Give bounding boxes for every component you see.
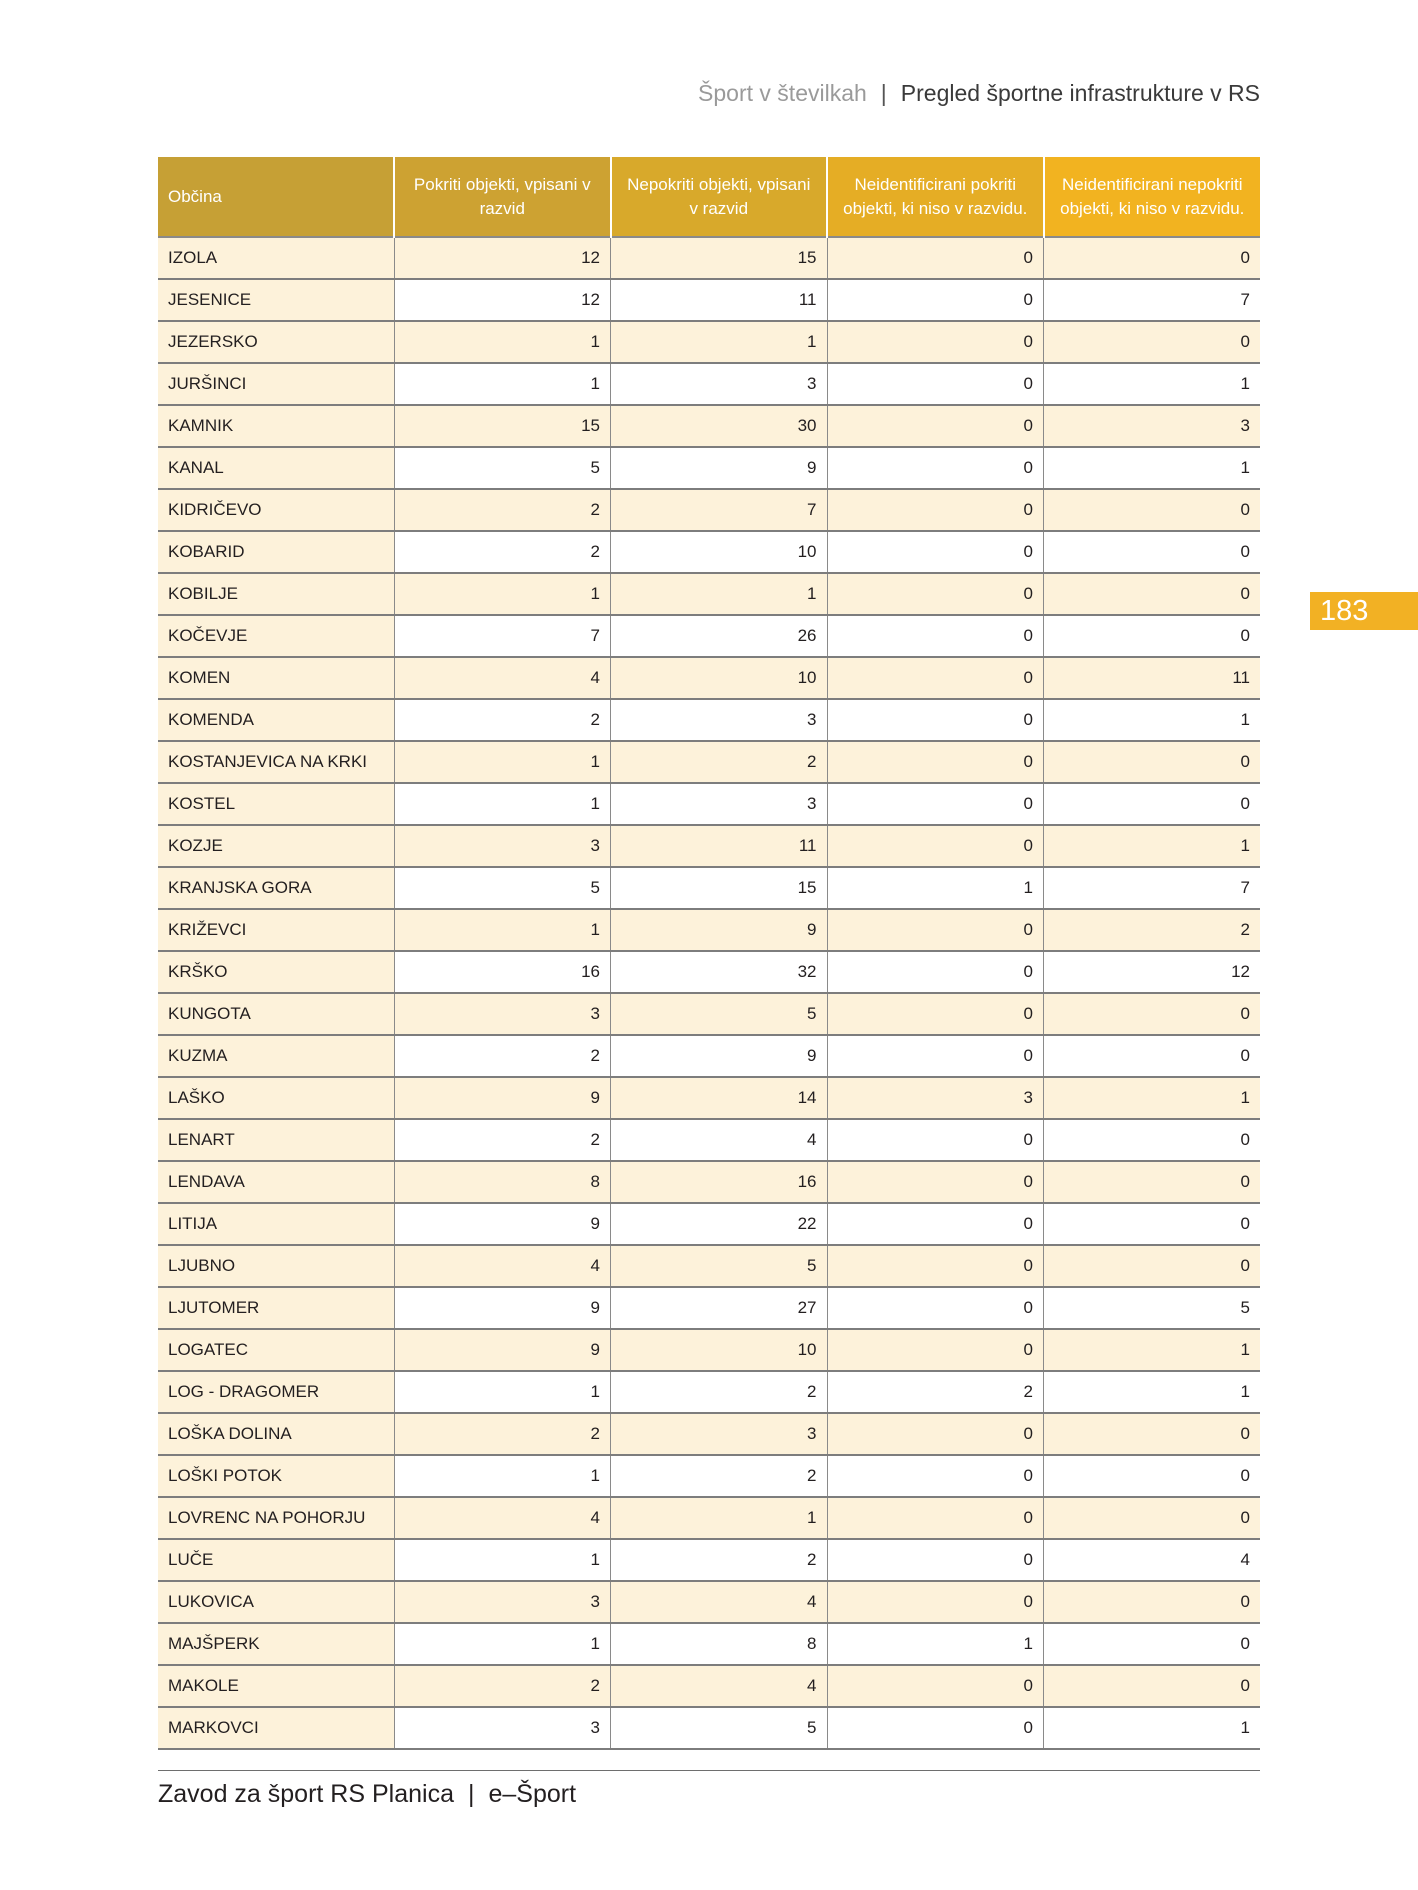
unidentified-covered-cell: 0 <box>827 1707 1044 1749</box>
table-row <box>158 1119 1260 1161</box>
table-row <box>158 405 1260 447</box>
uncovered-registered-cell: 2 <box>611 1371 828 1413</box>
covered-registered-cell: 16 <box>394 951 611 993</box>
unidentified-covered-cell: 2 <box>827 1371 1044 1413</box>
table-row <box>158 615 1260 657</box>
uncovered-registered-cell: 5 <box>611 993 828 1035</box>
unidentified-covered-cell: 0 <box>827 993 1044 1035</box>
table-row <box>158 867 1260 909</box>
table-row <box>158 1413 1260 1455</box>
municipality-cell: MAKOLE <box>158 1665 394 1707</box>
unidentified-covered-cell: 0 <box>827 237 1044 279</box>
uncovered-registered-cell: 2 <box>611 1539 828 1581</box>
unidentified-covered-cell: 0 <box>827 531 1044 573</box>
uncovered-registered-cell: 9 <box>611 1035 828 1077</box>
municipality-cell: LOGATEC <box>158 1329 394 1371</box>
unidentified-uncovered-cell: 1 <box>1044 363 1261 405</box>
unidentified-covered-cell: 1 <box>827 867 1044 909</box>
table-row <box>158 1581 1260 1623</box>
uncovered-registered-cell: 16 <box>611 1161 828 1203</box>
municipality-cell: IZOLA <box>158 237 394 279</box>
unidentified-uncovered-cell: 2 <box>1044 909 1261 951</box>
covered-registered-cell: 3 <box>394 825 611 867</box>
unidentified-covered-cell: 0 <box>827 1413 1044 1455</box>
unidentified-uncovered-cell: 0 <box>1044 573 1261 615</box>
unidentified-covered-cell: 0 <box>827 1161 1044 1203</box>
table-row <box>158 1077 1260 1119</box>
table-row <box>158 573 1260 615</box>
table-row <box>158 741 1260 783</box>
table-row <box>158 279 1260 321</box>
unidentified-covered-cell: 0 <box>827 657 1044 699</box>
unidentified-uncovered-cell: 0 <box>1044 1119 1261 1161</box>
uncovered-registered-cell: 5 <box>611 1245 828 1287</box>
covered-registered-cell: 1 <box>394 1623 611 1665</box>
municipality-cell: LOG - DRAGOMER <box>158 1371 394 1413</box>
municipality-cell: KOBARID <box>158 531 394 573</box>
unidentified-covered-cell: 0 <box>827 1287 1044 1329</box>
covered-registered-cell: 2 <box>394 489 611 531</box>
municipality-cell: KOSTANJEVICA NA KRKI <box>158 741 394 783</box>
uncovered-registered-cell: 3 <box>611 783 828 825</box>
uncovered-registered-cell: 15 <box>611 867 828 909</box>
table-row <box>158 1623 1260 1665</box>
municipality-cell: LUKOVICA <box>158 1581 394 1623</box>
table-row <box>158 1455 1260 1497</box>
table-row <box>158 909 1260 951</box>
uncovered-registered-cell: 4 <box>611 1119 828 1161</box>
unidentified-covered-cell: 0 <box>827 1539 1044 1581</box>
uncovered-registered-cell: 32 <box>611 951 828 993</box>
municipality-cell: MAJŠPERK <box>158 1623 394 1665</box>
unidentified-covered-cell: 0 <box>827 363 1044 405</box>
unidentified-uncovered-cell: 0 <box>1044 1581 1261 1623</box>
footer-separator: | <box>467 1780 475 1808</box>
uncovered-registered-cell: 3 <box>611 699 828 741</box>
unidentified-covered-cell: 0 <box>827 615 1044 657</box>
municipality-cell: KRIŽEVCI <box>158 909 394 951</box>
unidentified-covered-cell: 0 <box>827 1455 1044 1497</box>
covered-registered-cell: 4 <box>394 1497 611 1539</box>
table-row <box>158 237 1260 279</box>
unidentified-covered-cell: 0 <box>827 1245 1044 1287</box>
municipality-cell: LOŠKI POTOK <box>158 1455 394 1497</box>
unidentified-uncovered-cell: 0 <box>1044 1035 1261 1077</box>
unidentified-covered-cell: 0 <box>827 909 1044 951</box>
municipality-cell: JURŠINCI <box>158 363 394 405</box>
municipality-cell: JESENICE <box>158 279 394 321</box>
covered-registered-cell: 12 <box>394 279 611 321</box>
unidentified-uncovered-cell: 0 <box>1044 531 1261 573</box>
covered-registered-cell: 9 <box>394 1203 611 1245</box>
column-header-uncovered-registered: Nepokriti objekti, vpisani v razvid <box>611 157 828 237</box>
table-row <box>158 1497 1260 1539</box>
municipality-cell: KOČEVJE <box>158 615 394 657</box>
uncovered-registered-cell: 30 <box>611 405 828 447</box>
unidentified-uncovered-cell: 3 <box>1044 405 1261 447</box>
unidentified-covered-cell: 0 <box>827 573 1044 615</box>
column-header-covered-registered: Pokriti objekti, vpisani v razvid <box>394 157 611 237</box>
covered-registered-cell: 12 <box>394 237 611 279</box>
uncovered-registered-cell: 1 <box>611 1497 828 1539</box>
page-footer <box>158 1780 576 1809</box>
table-row <box>158 825 1260 867</box>
unidentified-uncovered-cell: 0 <box>1044 321 1261 363</box>
covered-registered-cell: 1 <box>394 363 611 405</box>
uncovered-registered-cell: 3 <box>611 1413 828 1455</box>
uncovered-registered-cell: 26 <box>611 615 828 657</box>
municipality-cell: LITIJA <box>158 1203 394 1245</box>
municipality-cell: LOŠKA DOLINA <box>158 1413 394 1455</box>
covered-registered-cell: 2 <box>394 1119 611 1161</box>
unidentified-uncovered-cell: 0 <box>1044 993 1261 1035</box>
table-row <box>158 489 1260 531</box>
unidentified-uncovered-cell: 1 <box>1044 1371 1261 1413</box>
page-number-tab <box>1310 592 1418 630</box>
covered-registered-cell: 1 <box>394 1539 611 1581</box>
unidentified-uncovered-cell: 1 <box>1044 699 1261 741</box>
unidentified-covered-cell: 0 <box>827 1665 1044 1707</box>
unidentified-uncovered-cell: 11 <box>1044 657 1261 699</box>
municipality-cell: LAŠKO <box>158 1077 394 1119</box>
uncovered-registered-cell: 9 <box>611 909 828 951</box>
uncovered-registered-cell: 2 <box>611 1455 828 1497</box>
unidentified-uncovered-cell: 0 <box>1044 237 1261 279</box>
unidentified-uncovered-cell: 0 <box>1044 783 1261 825</box>
municipality-cell: KOMEN <box>158 657 394 699</box>
unidentified-covered-cell: 0 <box>827 1119 1044 1161</box>
covered-registered-cell: 2 <box>394 1413 611 1455</box>
municipality-cell: LENART <box>158 1119 394 1161</box>
municipality-cell: KANAL <box>158 447 394 489</box>
table-row <box>158 783 1260 825</box>
uncovered-registered-cell: 1 <box>611 573 828 615</box>
uncovered-registered-cell: 5 <box>611 1707 828 1749</box>
unidentified-covered-cell: 0 <box>827 447 1044 489</box>
unidentified-covered-cell: 0 <box>827 741 1044 783</box>
unidentified-covered-cell: 0 <box>827 405 1044 447</box>
covered-registered-cell: 1 <box>394 741 611 783</box>
municipality-cell: KOSTEL <box>158 783 394 825</box>
table-row <box>158 1329 1260 1371</box>
covered-registered-cell: 9 <box>394 1077 611 1119</box>
running-header <box>698 80 1260 107</box>
covered-registered-cell: 9 <box>394 1329 611 1371</box>
unidentified-uncovered-cell: 4 <box>1044 1539 1261 1581</box>
uncovered-registered-cell: 10 <box>611 1329 828 1371</box>
unidentified-uncovered-cell: 1 <box>1044 825 1261 867</box>
table-row <box>158 1203 1260 1245</box>
chapter-title: Pregled športne infrastrukture v RS <box>900 80 1260 106</box>
uncovered-registered-cell: 11 <box>611 279 828 321</box>
municipality-cell: LJUTOMER <box>158 1287 394 1329</box>
covered-registered-cell: 1 <box>394 1455 611 1497</box>
uncovered-registered-cell: 14 <box>611 1077 828 1119</box>
unidentified-covered-cell: 0 <box>827 825 1044 867</box>
municipality-cell: KOMENDA <box>158 699 394 741</box>
uncovered-registered-cell: 22 <box>611 1203 828 1245</box>
uncovered-registered-cell: 9 <box>611 447 828 489</box>
table-row <box>158 321 1260 363</box>
table-row <box>158 531 1260 573</box>
page-number: 183 <box>1320 595 1369 627</box>
unidentified-covered-cell: 0 <box>827 951 1044 993</box>
unidentified-uncovered-cell: 0 <box>1044 1623 1261 1665</box>
unidentified-covered-cell: 0 <box>827 1581 1044 1623</box>
covered-registered-cell: 2 <box>394 699 611 741</box>
uncovered-registered-cell: 15 <box>611 237 828 279</box>
table-row <box>158 657 1260 699</box>
covered-registered-cell: 3 <box>394 993 611 1035</box>
table-row <box>158 699 1260 741</box>
unidentified-uncovered-cell: 0 <box>1044 1665 1261 1707</box>
unidentified-uncovered-cell: 7 <box>1044 279 1261 321</box>
covered-registered-cell: 5 <box>394 867 611 909</box>
table-row <box>158 1161 1260 1203</box>
unidentified-uncovered-cell: 1 <box>1044 1329 1261 1371</box>
municipality-cell: KRANJSKA GORA <box>158 867 394 909</box>
unidentified-uncovered-cell: 1 <box>1044 447 1261 489</box>
covered-registered-cell: 8 <box>394 1161 611 1203</box>
unidentified-covered-cell: 0 <box>827 489 1044 531</box>
unidentified-uncovered-cell: 12 <box>1044 951 1261 993</box>
municipality-cell: KUNGOTA <box>158 993 394 1035</box>
footer-organization: Zavod za šport RS Planica <box>158 1780 454 1808</box>
municipality-cell: LUČE <box>158 1539 394 1581</box>
table-row <box>158 1665 1260 1707</box>
covered-registered-cell: 5 <box>394 447 611 489</box>
municipality-cell: KUZMA <box>158 1035 394 1077</box>
unidentified-covered-cell: 0 <box>827 321 1044 363</box>
unidentified-covered-cell: 0 <box>827 1329 1044 1371</box>
municipality-cell: KOBILJE <box>158 573 394 615</box>
unidentified-uncovered-cell: 0 <box>1044 1161 1261 1203</box>
unidentified-covered-cell: 0 <box>827 783 1044 825</box>
unidentified-covered-cell: 0 <box>827 1497 1044 1539</box>
unidentified-covered-cell: 0 <box>827 699 1044 741</box>
unidentified-covered-cell: 0 <box>827 279 1044 321</box>
uncovered-registered-cell: 8 <box>611 1623 828 1665</box>
header-separator: | <box>880 80 887 106</box>
unidentified-covered-cell: 3 <box>827 1077 1044 1119</box>
municipality-cell: JEZERSKO <box>158 321 394 363</box>
municipality-cell: LOVRENC NA POHORJU <box>158 1497 394 1539</box>
unidentified-covered-cell: 0 <box>827 1203 1044 1245</box>
unidentified-uncovered-cell: 5 <box>1044 1287 1261 1329</box>
covered-registered-cell: 1 <box>394 783 611 825</box>
unidentified-uncovered-cell: 1 <box>1044 1707 1261 1749</box>
unidentified-uncovered-cell: 0 <box>1044 741 1261 783</box>
unidentified-uncovered-cell: 0 <box>1044 1413 1261 1455</box>
uncovered-registered-cell: 11 <box>611 825 828 867</box>
table-row <box>158 951 1260 993</box>
sports-facilities-table <box>158 157 1260 1750</box>
covered-registered-cell: 2 <box>394 1035 611 1077</box>
table-row <box>158 1707 1260 1749</box>
covered-registered-cell: 1 <box>394 321 611 363</box>
unidentified-uncovered-cell: 1 <box>1044 1077 1261 1119</box>
covered-registered-cell: 2 <box>394 1665 611 1707</box>
table-row <box>158 1539 1260 1581</box>
unidentified-uncovered-cell: 0 <box>1044 1455 1261 1497</box>
uncovered-registered-cell: 7 <box>611 489 828 531</box>
covered-registered-cell: 3 <box>394 1707 611 1749</box>
uncovered-registered-cell: 2 <box>611 741 828 783</box>
unidentified-uncovered-cell: 0 <box>1044 1203 1261 1245</box>
municipality-cell: KAMNIK <box>158 405 394 447</box>
uncovered-registered-cell: 1 <box>611 321 828 363</box>
table-body <box>158 237 1260 1749</box>
uncovered-registered-cell: 10 <box>611 531 828 573</box>
covered-registered-cell: 4 <box>394 657 611 699</box>
uncovered-registered-cell: 27 <box>611 1287 828 1329</box>
covered-registered-cell: 15 <box>394 405 611 447</box>
table-row <box>158 1287 1260 1329</box>
section-name: Šport v številkah <box>698 80 867 106</box>
unidentified-covered-cell: 1 <box>827 1623 1044 1665</box>
covered-registered-cell: 4 <box>394 1245 611 1287</box>
municipality-cell: MARKOVCI <box>158 1707 394 1749</box>
table-row <box>158 363 1260 405</box>
table-row <box>158 1245 1260 1287</box>
covered-registered-cell: 3 <box>394 1581 611 1623</box>
covered-registered-cell: 1 <box>394 1371 611 1413</box>
municipality-cell: KIDRIČEVO <box>158 489 394 531</box>
unidentified-uncovered-cell: 0 <box>1044 615 1261 657</box>
covered-registered-cell: 9 <box>394 1287 611 1329</box>
table-row <box>158 993 1260 1035</box>
uncovered-registered-cell: 3 <box>611 363 828 405</box>
unidentified-uncovered-cell: 0 <box>1044 489 1261 531</box>
municipality-cell: LJUBNO <box>158 1245 394 1287</box>
covered-registered-cell: 1 <box>394 909 611 951</box>
footer-publication: e–Šport <box>488 1780 577 1808</box>
unidentified-uncovered-cell: 7 <box>1044 867 1261 909</box>
table-header-row <box>158 157 1260 237</box>
municipality-cell: LENDAVA <box>158 1161 394 1203</box>
column-header-unidentified-covered: Neidentificirani pokriti objekti, ki niso v razvidu. <box>827 157 1044 237</box>
covered-registered-cell: 2 <box>394 531 611 573</box>
municipality-cell: KOZJE <box>158 825 394 867</box>
column-header-municipality: Občina <box>158 157 394 237</box>
covered-registered-cell: 1 <box>394 573 611 615</box>
covered-registered-cell: 7 <box>394 615 611 657</box>
table-row <box>158 447 1260 489</box>
table-row <box>158 1371 1260 1413</box>
uncovered-registered-cell: 4 <box>611 1665 828 1707</box>
unidentified-covered-cell: 0 <box>827 1035 1044 1077</box>
table-row <box>158 1035 1260 1077</box>
column-header-unidentified-uncovered: Neidentificirani nepokriti objekti, ki niso v razvidu. <box>1044 157 1261 237</box>
uncovered-registered-cell: 10 <box>611 657 828 699</box>
unidentified-uncovered-cell: 0 <box>1044 1497 1261 1539</box>
unidentified-uncovered-cell: 0 <box>1044 1245 1261 1287</box>
municipality-cell: KRŠKO <box>158 951 394 993</box>
uncovered-registered-cell: 4 <box>611 1581 828 1623</box>
footer-rule <box>158 1770 1260 1771</box>
